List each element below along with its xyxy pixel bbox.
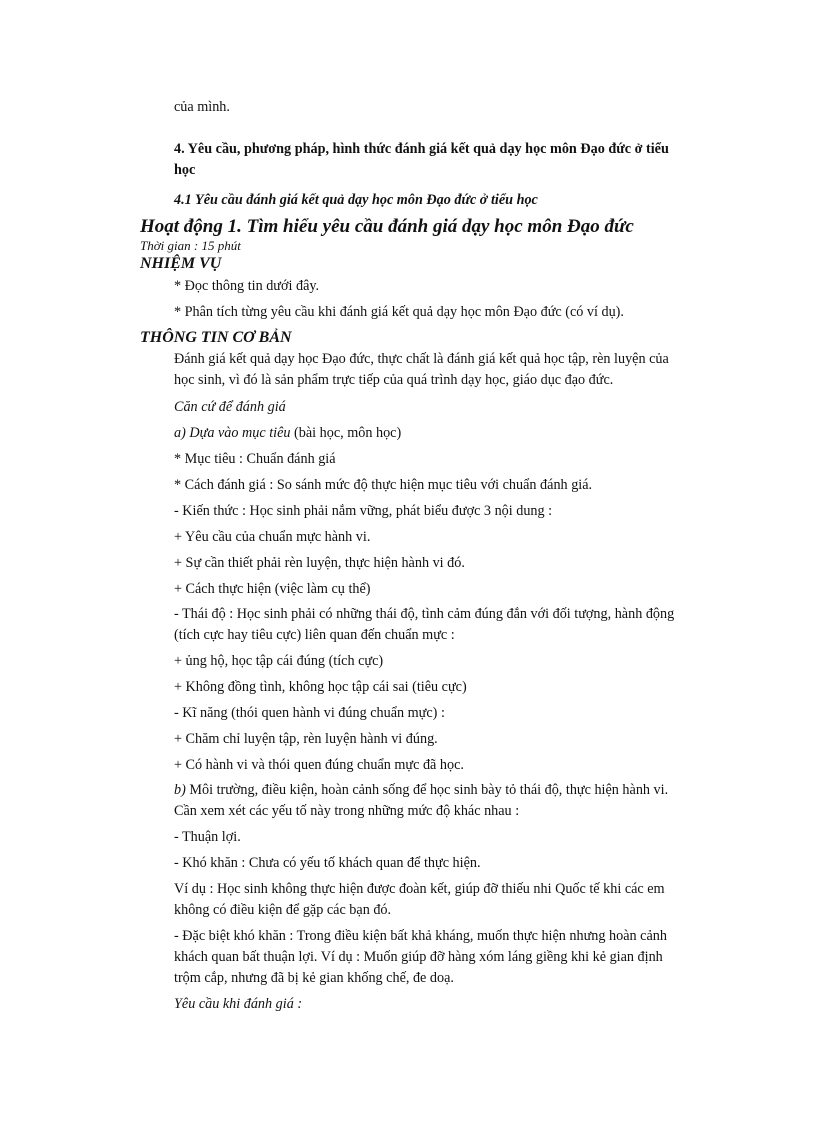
text-line: - Đặc biệt khó khăn : Trong điều kiện bất khả kháng, muốn thực hiện nhưng hoàn cảnh — [174, 928, 667, 944]
basic-info-heading: THÔNG TIN CƠ BẢN — [140, 329, 292, 346]
section-4-1-heading: 4.1 Yêu cầu đánh giá kết quả dạy học môn Đạo đức ở tiểu học — [174, 192, 538, 208]
task-item-1: * Đọc thông tin dưới đây. — [174, 278, 320, 294]
text-line: + Yêu cầu của chuẩn mực hành vi. — [174, 529, 371, 545]
text-line: - Thái độ : Học sinh phải có những thái độ, tình cảm đúng đắn với đối tượng, hành động — [174, 606, 675, 622]
text-line: - Khó khăn : Chưa có yếu tố khách quan để thực hiện. — [174, 855, 481, 871]
item-a-text: (bài học, môn học) — [290, 425, 402, 441]
text-line: Ví dụ : Học sinh không thực hiện được đoàn kết, giúp đỡ thiếu nhi Quốc tế khi các em — [174, 881, 665, 897]
text-line: + ủng hộ, học tập cái đúng (tích cực) — [174, 653, 384, 669]
text-line: + Không đồng tình, không học tập cái sai (tiêu cực) — [174, 679, 467, 695]
paragraph-1-line-2: học sinh, vì đó là sản phẩm trực tiếp của quá trình dạy học, giáo dục đạo đức. — [174, 372, 614, 388]
text-line: Cần xem xét các yếu tố này trong những mức độ khác nhau : — [174, 803, 520, 819]
evaluation-requirements-heading: Yêu cầu khi đánh giá : — [174, 996, 303, 1012]
item-b — [174, 780, 668, 800]
text-line: trộm cắp, nhưng đã bị kẻ gian khống chế, đe doạ. — [174, 970, 454, 986]
text-line: khách quan bất thuận lợi. Ví dụ : Muốn giúp đỡ hàng xóm láng giềng khi kẻ gian định — [174, 949, 663, 965]
text-line: không có điều kiện để gặp các bạn đó. — [174, 902, 392, 918]
text-line: - Kiến thức : Học sinh phải nắm vững, phát biểu được 3 nội dung : — [174, 503, 553, 519]
text-line: + Có hành vi và thói quen đúng chuẩn mực đã học. — [174, 757, 464, 773]
section-4-heading-cont: học — [174, 162, 196, 178]
task-heading: NHIỆM VỤ — [140, 255, 222, 272]
time-note: Thời gian : 15 phút — [140, 238, 241, 253]
text-line: của mình. — [174, 99, 230, 115]
item-a — [174, 423, 401, 443]
paragraph-1-line-1: Đánh giá kết quả dạy học Đạo đức, thực chất là đánh giá kết quả học tập, rèn luyện của — [174, 351, 669, 367]
text-line: - Kĩ năng (thói quen hành vi đúng chuẩn mực) : — [174, 705, 445, 721]
text-line: (tích cực hay tiêu cực) liên quan đến chuẩn mực : — [174, 627, 455, 643]
text-line: + Chăm chỉ luyện tập, rèn luyện hành vi đúng. — [174, 731, 438, 747]
activity-1-title: Hoạt động 1. Tìm hiểu yêu cầu đánh giá dạy học môn Đạo đức — [140, 216, 634, 237]
text-line: + Cách thực hiện (việc làm cụ thể) — [174, 581, 371, 597]
item-b-text: Môi trường, điều kiện, hoàn cảnh sống để học sinh bày tỏ thái độ, thực hiện hành vi. — [185, 782, 669, 798]
item-a-label: a) Dựa vào mục tiêu — [174, 425, 291, 441]
section-4-heading: 4. Yêu cầu, phương pháp, hình thức đánh giá kết quả dạy học môn Đạo đức ở tiểu — [174, 141, 669, 157]
task-item-2: * Phân tích từng yêu cầu khi đánh giá kết quả dạy học môn Đạo đức (có ví dụ). — [174, 304, 624, 320]
text-line: * Mục tiêu : Chuẩn đánh giá — [174, 451, 336, 467]
item-b-label: b) — [174, 782, 186, 798]
text-line: + Sự cần thiết phải rèn luyện, thực hiện hành vi đó. — [174, 555, 465, 571]
text-line: * Cách đánh giá : So sánh mức độ thực hiện mục tiêu với chuẩn đánh giá. — [174, 477, 593, 493]
text-line: - Thuận lợi. — [174, 829, 241, 845]
basis-heading: Căn cứ để đánh giá — [174, 399, 286, 415]
